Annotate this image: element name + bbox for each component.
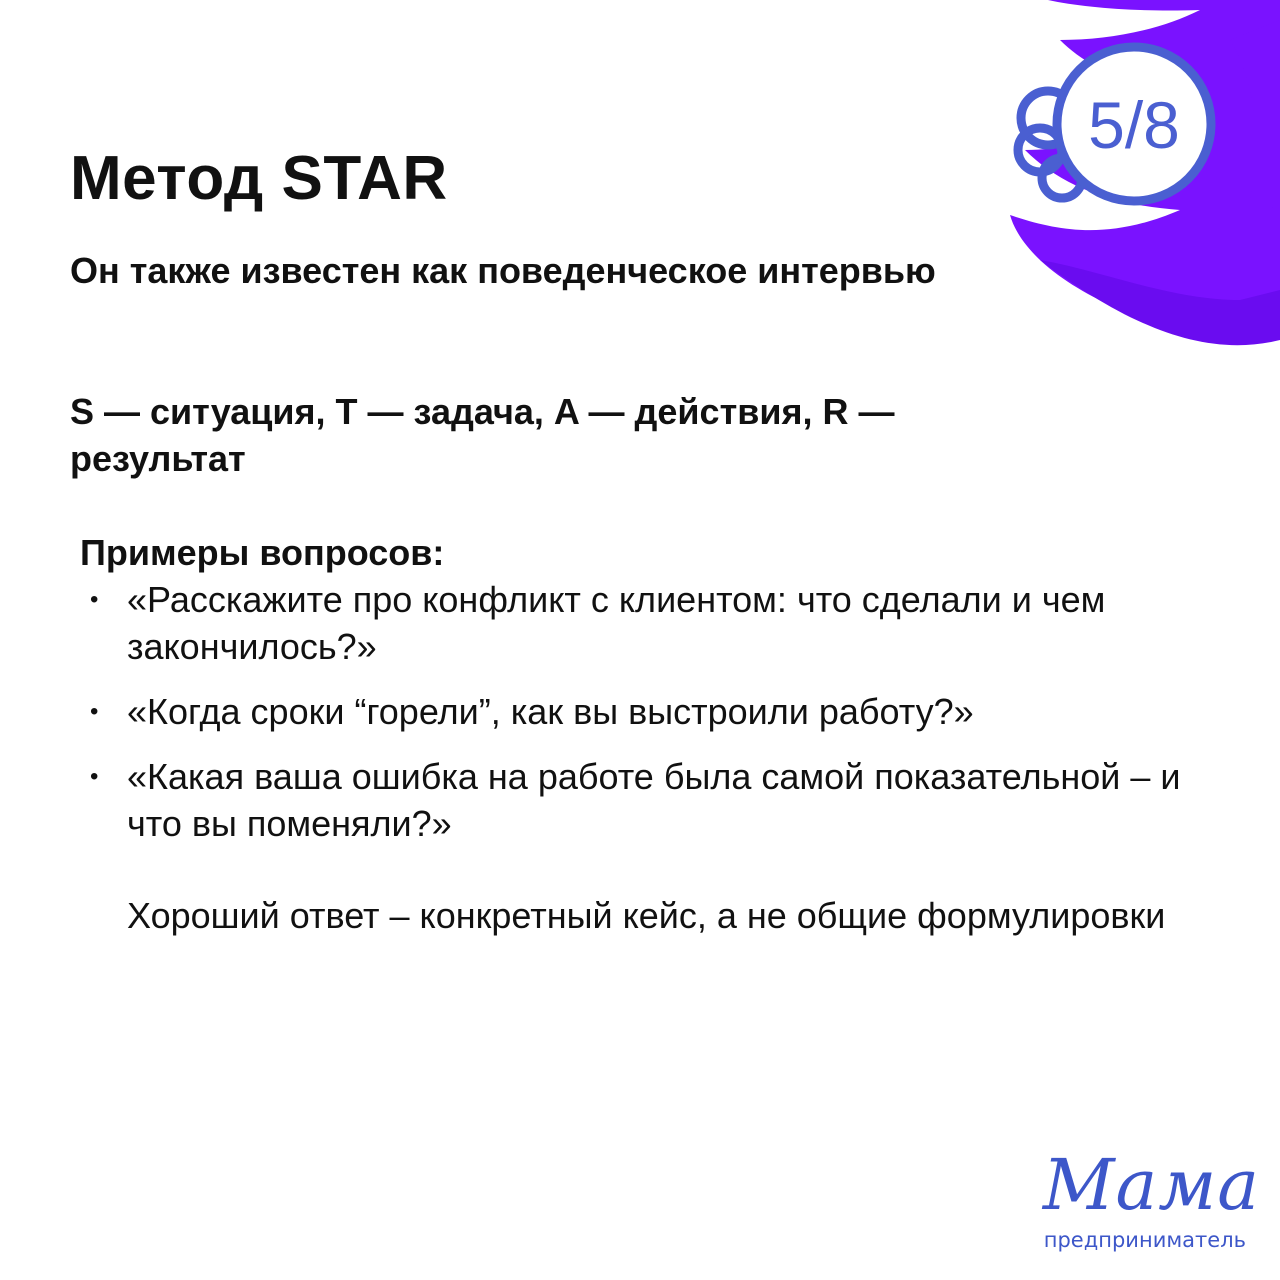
bullet-icon: • bbox=[90, 763, 99, 790]
counter-badge bbox=[1018, 47, 1211, 201]
brand-logo: Мама bbox=[1042, 1144, 1260, 1226]
slide-title: Метод STAR bbox=[70, 144, 448, 213]
slide-counter: 5/8 bbox=[1088, 88, 1180, 162]
slide-subtitle: Он также известен как поведенческое интервью bbox=[70, 250, 936, 291]
brand-tagline: предприниматель bbox=[1043, 1228, 1246, 1252]
question-item bbox=[90, 688, 1190, 735]
star-definition: S — ситуация, T — задача, A — действия, R — результат bbox=[70, 391, 895, 479]
question-text: «Когда сроки “горели”, как вы выстроили работу?» bbox=[127, 691, 974, 732]
bullet-icon: • bbox=[90, 586, 99, 613]
question-text: «Расскажите про конфликт с клиентом: что сделали и чем закончилось?» bbox=[127, 579, 1106, 667]
question-list bbox=[90, 576, 1190, 865]
examples-heading: Примеры вопросов: bbox=[80, 532, 445, 573]
question-text: «Какая ваша ошибка на работе была самой показательной – и что вы поменяли?» bbox=[127, 756, 1181, 844]
closing-note: Хороший ответ – конкретный кейс, а не общие формулировки bbox=[127, 895, 1166, 936]
question-item bbox=[90, 576, 1190, 670]
question-item bbox=[90, 753, 1190, 847]
bullet-icon: • bbox=[90, 698, 99, 725]
